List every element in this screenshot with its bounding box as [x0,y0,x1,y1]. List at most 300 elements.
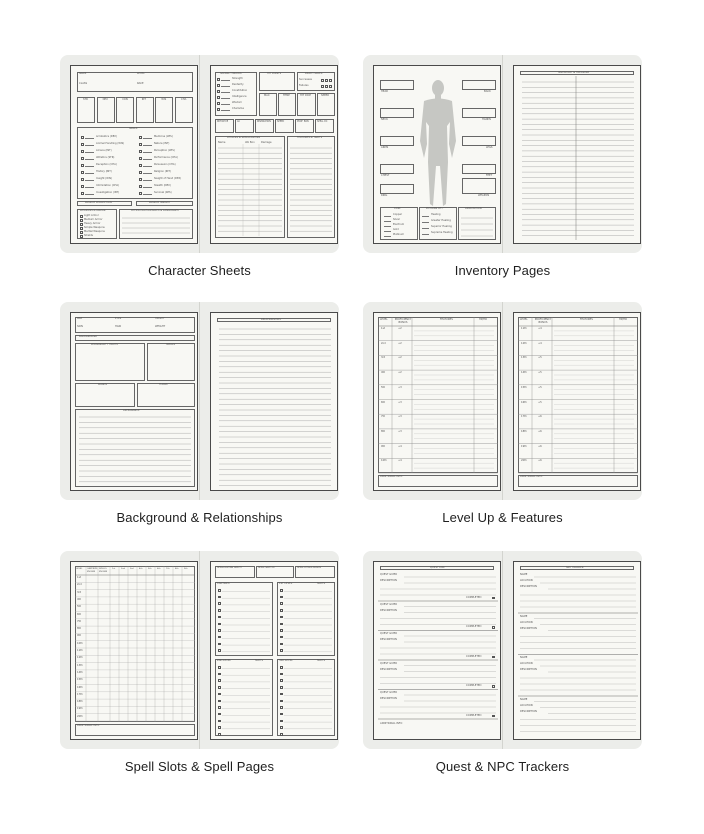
ruled-lines [514,562,641,740]
spell-prepared-checkbox[interactable] [218,700,221,703]
left-page [70,65,198,244]
level-label: 1st [381,327,385,330]
saving-throws-header: SAVING THROWS [220,72,242,75]
level-label: 19th [521,444,527,448]
list-item-label: Animal Handling (WIS) [96,142,125,145]
spell-prepared-checkbox[interactable] [280,602,283,605]
spell-prepared-checkbox[interactable] [218,609,221,612]
spell-prepared-checkbox[interactable] [218,602,221,605]
description-label: DESCRIPTION [380,667,397,671]
ability-label: CHA [181,98,187,101]
spell-prepared-checkbox[interactable] [280,706,283,709]
notes-label: ADDITIONAL INFO [520,475,543,478]
field-class-label: CLASS [79,82,88,85]
skin-label: SKIN [77,325,83,328]
notebook-spread [60,302,339,500]
failures-label: Failures [299,84,309,87]
level-label: 13th [521,356,527,360]
list-item-label: Athletics (STR) [96,156,115,159]
flaws-label: FLAWS [159,383,168,386]
bonus-label: +3 [398,415,402,419]
quest-giver-label: QUEST GIVER [380,602,397,606]
level-label: 4th [77,597,82,601]
notes-label: ADDITIONAL INFO [380,722,403,725]
other-prof-header: OTHER PROFICIENCIES & LANGUAGES [131,209,179,212]
death-saves-header: DEATH SAVES [305,72,323,75]
passive-perception-label: PASSIVE PERCEPTION [85,201,112,204]
spell-prepared-checkbox[interactable] [280,693,283,696]
bonus-label: +3 [398,400,402,404]
bonus-label: +2 [398,341,402,345]
column-header: LEVEL [76,568,83,570]
level-label: 16th [521,400,527,404]
slots-label: SLOTS [255,659,263,662]
npc-name-label: NAME [520,656,528,659]
spell-prepared-checkbox[interactable] [218,686,221,689]
list-item-label: Strength [232,77,243,80]
personality-label: PERSONALITY TRAITS [91,343,118,346]
level-label: 5th [381,385,386,389]
right-page [210,65,338,244]
hit-points-header: HIT POINTS [267,72,282,75]
column-header: FEATURES [440,318,453,321]
quest-giver-label: QUEST GIVER [380,573,397,576]
product-caption[interactable]: Level Up & Features [442,510,563,525]
header-label: SPELL ATTACK BONUS [297,566,321,569]
level-label: 16th [77,685,83,689]
column-header: SPELLS KNOWN [99,568,108,573]
right-page [513,561,641,740]
potions-header: POTIONS OF... [426,207,444,210]
list-item-label: Heavy Armor [84,222,101,225]
product-caption[interactable]: Quest & NPC Trackers [435,759,570,774]
level-label: 17th [521,415,527,419]
list-item-label: Intimidation (CHA) [96,184,120,187]
relationships-title: RELATIONSHIPS [261,318,281,321]
attacks-header: ATTACKS & SPELLCASTING [227,136,261,139]
quest-giver-label: QUEST GIVER [380,691,397,694]
weapons-header: WEAPONS & ARMOR [80,209,106,212]
quest-giver-label: QUEST GIVER [380,661,397,665]
spell-prepared-checkbox[interactable] [218,726,221,729]
list-item-label: Simple Weapons [84,226,105,229]
spell-prepared-checkbox[interactable] [280,700,283,703]
age-label: AGE [77,317,83,320]
attack-col-bonus: Atk Bon [245,141,255,144]
right-page [513,312,641,491]
coin-type-label: Silver [393,218,401,221]
column-header: 3rd [130,568,134,570]
notes-label: ADDITIONAL INFO [77,724,100,727]
bonus-label: +6 [538,429,542,433]
level-label: 7th [381,415,386,419]
spell-prepared-checkbox[interactable] [218,616,221,619]
npc-location-label: LOCATION [520,620,533,624]
bonus-label: +3 [398,385,402,389]
ruled-lines [211,313,338,491]
level-label: 15th [77,678,83,682]
field-name-label: NAME [79,72,87,75]
bonus-label: +6 [538,459,542,463]
stat-label: SPEED [277,120,285,123]
column-header: PROFICIENCY BONUS [394,318,412,324]
notebook-spread [60,55,339,253]
column-header: FEATURES [580,318,593,321]
quest-complete-checkbox[interactable] [492,685,495,688]
coin-type-label: Platinum [393,233,405,236]
bonus-label: +5 [538,371,542,375]
spell-prepared-checkbox[interactable] [280,713,283,716]
list-item-label: Shields [84,234,93,237]
spell-prepared-checkbox[interactable] [280,649,283,652]
column-header: CANTRIPS KNOWN [87,568,98,573]
potion-type-label: Greater Healing [431,219,451,222]
spine [199,55,200,253]
level-label: 3rd [381,356,386,360]
spell-prepared-checkbox[interactable] [280,720,283,723]
stat-label: HIT DICE [300,94,311,97]
description-label: DESCRIPTION [380,638,397,641]
bonus-label: +3 [398,429,402,433]
quest-complete-checkbox[interactable] [492,626,495,629]
ruled-lines [71,562,198,740]
bonus-label: +2 [398,327,402,330]
spell-prepared-checkbox[interactable] [218,679,221,682]
slot-neck-label: NECK [381,118,388,121]
completed-label: COMPLETED [466,654,482,658]
notebook-spread [363,551,642,749]
spell-prepared-checkbox[interactable] [218,706,221,709]
slot-chest-label: CHEST [381,174,390,177]
level-label: 8th [381,429,386,433]
list-item-label: Wisdom [232,101,242,104]
weight-label: WEIGHT [155,325,166,328]
slot-arms-label: ARMS [381,146,389,149]
level-label: 2nd [381,341,386,345]
field-level-label: LEVEL [137,72,145,75]
npc-location-label: LOCATION [520,662,533,665]
quest-complete-checkbox[interactable] [492,597,495,600]
ammo-lines [374,66,501,244]
ruled-lines [514,66,641,244]
notebook-spread [60,551,339,749]
npc-location-label: LOCATION [520,579,533,582]
spell-prepared-checkbox[interactable] [218,643,221,646]
product-caption[interactable]: Spell Slots & Spell Pages [124,759,275,774]
level-label: 14th [77,670,83,674]
npc-name-label: NAME [520,573,528,576]
list-item-label: Nature (INT) [154,142,170,145]
level-label: 9th [381,444,386,448]
level-label: 12th [77,656,83,660]
bonds-label: BONDS [98,383,108,386]
description-label: DESCRIPTION [380,697,397,700]
level-label: 3rd [77,590,82,594]
level-label: 6th [77,612,82,616]
list-item-label: Stealth (DEX) [154,184,171,187]
right-page [210,561,338,740]
column-header: LEVEL [380,318,388,321]
left-page [373,312,501,491]
stat-label: INSPIRATION [257,120,271,123]
header-label: SPELLCASTING ABILITY [217,566,243,569]
level-label: 18th [77,700,83,704]
ruled-lines [374,562,501,740]
ruled-lines [71,313,198,491]
right-page [210,312,338,491]
potion-type-label: Supreme Healing [431,231,453,234]
ammo-header: AMMUNITION [465,207,482,210]
column-header: 2nd [121,568,125,570]
bonus-label: +4 [398,444,402,448]
spell-prepared-checkbox[interactable] [218,673,221,676]
bonus-label: +4 [538,341,542,345]
attack-col-name: Name [218,141,226,144]
list-item-label: Survival (WIS) [154,191,172,194]
spell-section-label: CANTRIPS [217,582,230,585]
column-header: HP/HD [479,318,488,321]
spell-section-box [215,659,273,736]
product-caption[interactable]: Background & Relationships [116,510,283,525]
spell-prepared-checkbox[interactable] [218,666,221,669]
list-item-label: Sleight of Hand (DEX) [154,177,182,180]
spell-prepared-checkbox[interactable] [280,609,283,612]
spell-prepared-checkbox[interactable] [218,693,221,696]
slots-label: SLOTS [317,582,325,585]
npc-location-label: LOCATION [520,703,533,707]
spell-section-label: 2ND LEVEL [217,659,231,662]
slot-ring-label: RING [381,194,388,197]
npc-title: NPC TRACKER [566,566,584,569]
ruled-lines [374,313,501,491]
list-item-label: History (INT) [96,170,112,173]
stat-label: TEMP [283,94,290,97]
bonus-label: +4 [538,327,542,330]
level-label: 9th [77,634,82,638]
notebook-spread [363,302,642,500]
background-label: BACKGROUND [79,335,98,338]
spell-prepared-checkbox[interactable] [280,623,283,626]
stat-label: PROF. BON [297,120,309,123]
spell-prepared-checkbox[interactable] [280,636,283,639]
level-label: 18th [521,429,527,433]
list-item-label: Medicine (WIS) [154,135,173,138]
level-label: 13th [77,663,83,667]
ability-label: WIS [161,98,167,101]
spell-prepared-checkbox[interactable] [218,649,221,652]
spell-prepared-checkbox[interactable] [280,733,283,736]
spell-prepared-checkbox[interactable] [280,666,283,669]
column-header: 8th [175,568,179,570]
spell-prepared-checkbox[interactable] [218,636,221,639]
product-caption[interactable]: Inventory Pages [454,263,551,278]
ability-label: CON [122,98,128,101]
quest-complete-checkbox[interactable] [492,715,495,718]
level-label: 20th [521,459,527,463]
potion-type-label: Superior Healing [431,225,452,228]
level-label: 1st [77,576,81,579]
npc-name-label: NAME [520,614,528,618]
bonus-label: +6 [538,444,542,448]
npc-description-label: DESCRIPTION [520,709,537,713]
skills-header: SKILLS [129,127,138,130]
column-header: LEVEL [520,318,528,321]
product-caption[interactable]: Character Sheets [148,263,251,278]
bonus-label: +6 [538,415,542,419]
right-page [513,65,641,244]
list-item-label: Deception (CHA) [96,163,117,166]
npc-description-label: DESCRIPTION [520,626,537,630]
slot-legs-label: LEGS [486,146,493,149]
npc-description-label: DESCRIPTION [520,668,537,671]
spine [502,302,503,500]
list-item-label: Investigation (INT) [96,191,120,194]
spell-prepared-checkbox[interactable] [280,629,283,632]
level-label: 4th [381,371,386,375]
spine [199,302,200,500]
spine [502,551,503,749]
spell-section-box [215,582,273,656]
spell-prepared-checkbox[interactable] [218,629,221,632]
hair-label: HAIR [115,325,122,328]
description-label: DESCRIPTION [380,579,397,582]
other-prof-lines [71,66,198,244]
bonus-label: +5 [538,385,542,389]
level-label: 8th [77,627,82,631]
column-header: 4th [139,568,143,570]
ability-label: STR [83,98,88,101]
bonus-label: +5 [538,356,542,360]
spell-prepared-checkbox[interactable] [218,713,221,716]
coin-type-label: Copper [393,213,403,216]
notes-label: ADDITIONAL INFO [380,475,403,478]
ruled-lines [514,313,641,491]
completed-label: COMPLETED [466,684,482,687]
column-header: HP/HD [619,318,628,321]
attack-col-damage: Damage [261,141,272,144]
list-item-label: Acrobatics (DEX) [96,135,117,138]
level-label: 11th [77,649,83,652]
potion-type-label: Healing [431,213,441,216]
level-label: 15th [521,385,527,389]
slot-weapon-label: WEAPON [478,194,490,197]
stat-label: INITIATIVE [217,120,229,123]
level-label: 2nd [77,583,82,587]
list-item-label: Dexterity [232,83,244,86]
stat-label: SPELL DC [317,120,328,123]
spine [199,551,200,749]
slot-back-label: BACK [484,90,491,93]
spell-prepared-checkbox[interactable] [280,679,283,682]
spell-prepared-checkbox[interactable] [218,720,221,723]
header-label: SPELL SAVE DC [258,566,275,569]
level-label: 17th [77,692,83,696]
level-label: 20th [77,714,83,718]
level-label: 12th [521,341,527,345]
stat-label: MAX [264,94,270,97]
column-header: 1st [112,568,116,570]
spell-section-box [277,582,335,656]
spell-section-box [277,659,335,736]
list-item-label: Insight (WIS) [96,177,113,180]
spine [502,55,503,253]
spell-section-label: 3RD LEVEL [279,659,293,662]
stat-label: SPEED [321,94,330,97]
left-page [70,561,198,740]
height-label: HEIGHT [155,317,165,320]
left-page [70,312,198,491]
list-item-label: Martial Weapons [84,230,105,233]
level-label: 11th [521,327,527,330]
left-page [373,65,501,244]
spell-prepared-checkbox[interactable] [280,726,283,729]
level-label: 5th [77,605,82,609]
list-item-label: Perception (WIS) [154,149,175,152]
spell-prepared-checkbox[interactable] [218,623,221,626]
spell-prepared-checkbox[interactable] [280,673,283,676]
bonus-label: +5 [538,400,542,404]
field-race-label: RACE [137,82,144,85]
coin-type-label: Gold [393,228,399,231]
description-label: DESCRIPTION [380,608,397,612]
stat-label: AC [237,120,240,123]
ruled-lines [211,66,338,244]
spell-section-label: 1ST LEVEL [279,582,293,585]
level-label: 14th [521,371,527,375]
completed-label: COMPLETED [466,713,482,717]
list-item-label: Light Armor [84,214,99,217]
npc-name-label: NAME [520,697,528,701]
spell-prepared-checkbox[interactable] [280,616,283,619]
spell-prepared-checkbox[interactable] [280,589,283,592]
list-item-label: Performance (CHA) [154,156,178,159]
list-item-label: Constitution [232,89,248,92]
spell-prepared-checkbox[interactable] [280,643,283,646]
list-item-label: Persuasion (CHA) [154,163,176,166]
slot-hands-label: HANDS [482,118,491,121]
spell-prepared-checkbox[interactable] [218,589,221,592]
bonus-label: +2 [398,356,402,360]
column-header: 5th [148,568,152,570]
spell-prepared-checkbox[interactable] [218,596,221,599]
spell-prepared-checkbox[interactable] [280,686,283,689]
slot-feet-label: FEET [486,174,493,177]
features-header: FEATURES & TRAITS [297,136,323,139]
appearance-label: APPEARANCE [123,409,140,412]
list-item-label: Intelligence [232,95,247,98]
spell-prepared-checkbox[interactable] [218,733,221,736]
inventory-title: INVENTORY & TREASURE [558,71,590,74]
left-page [373,561,501,740]
column-header: 7th [166,568,170,570]
eyes-label: EYES [115,317,122,320]
ability-label: INT [141,98,146,101]
quest-title: QUEST LOG [430,566,445,569]
level-label: 7th [77,619,82,623]
successes-label: Successes [299,78,312,81]
column-header: PROFICIENCY BONUS [534,318,552,324]
coin-type-label: Electrum [393,223,405,226]
level-label: 10th [77,641,83,645]
column-header: 9th [184,568,188,570]
level-label: 6th [381,400,386,404]
quest-giver-label: QUEST GIVER [380,632,397,635]
slot-head-label: HEAD [381,90,389,93]
spell-prepared-checkbox[interactable] [280,596,283,599]
completed-label: COMPLETED [466,595,482,599]
quest-complete-checkbox[interactable] [492,656,495,659]
column-header: 6th [157,568,161,570]
